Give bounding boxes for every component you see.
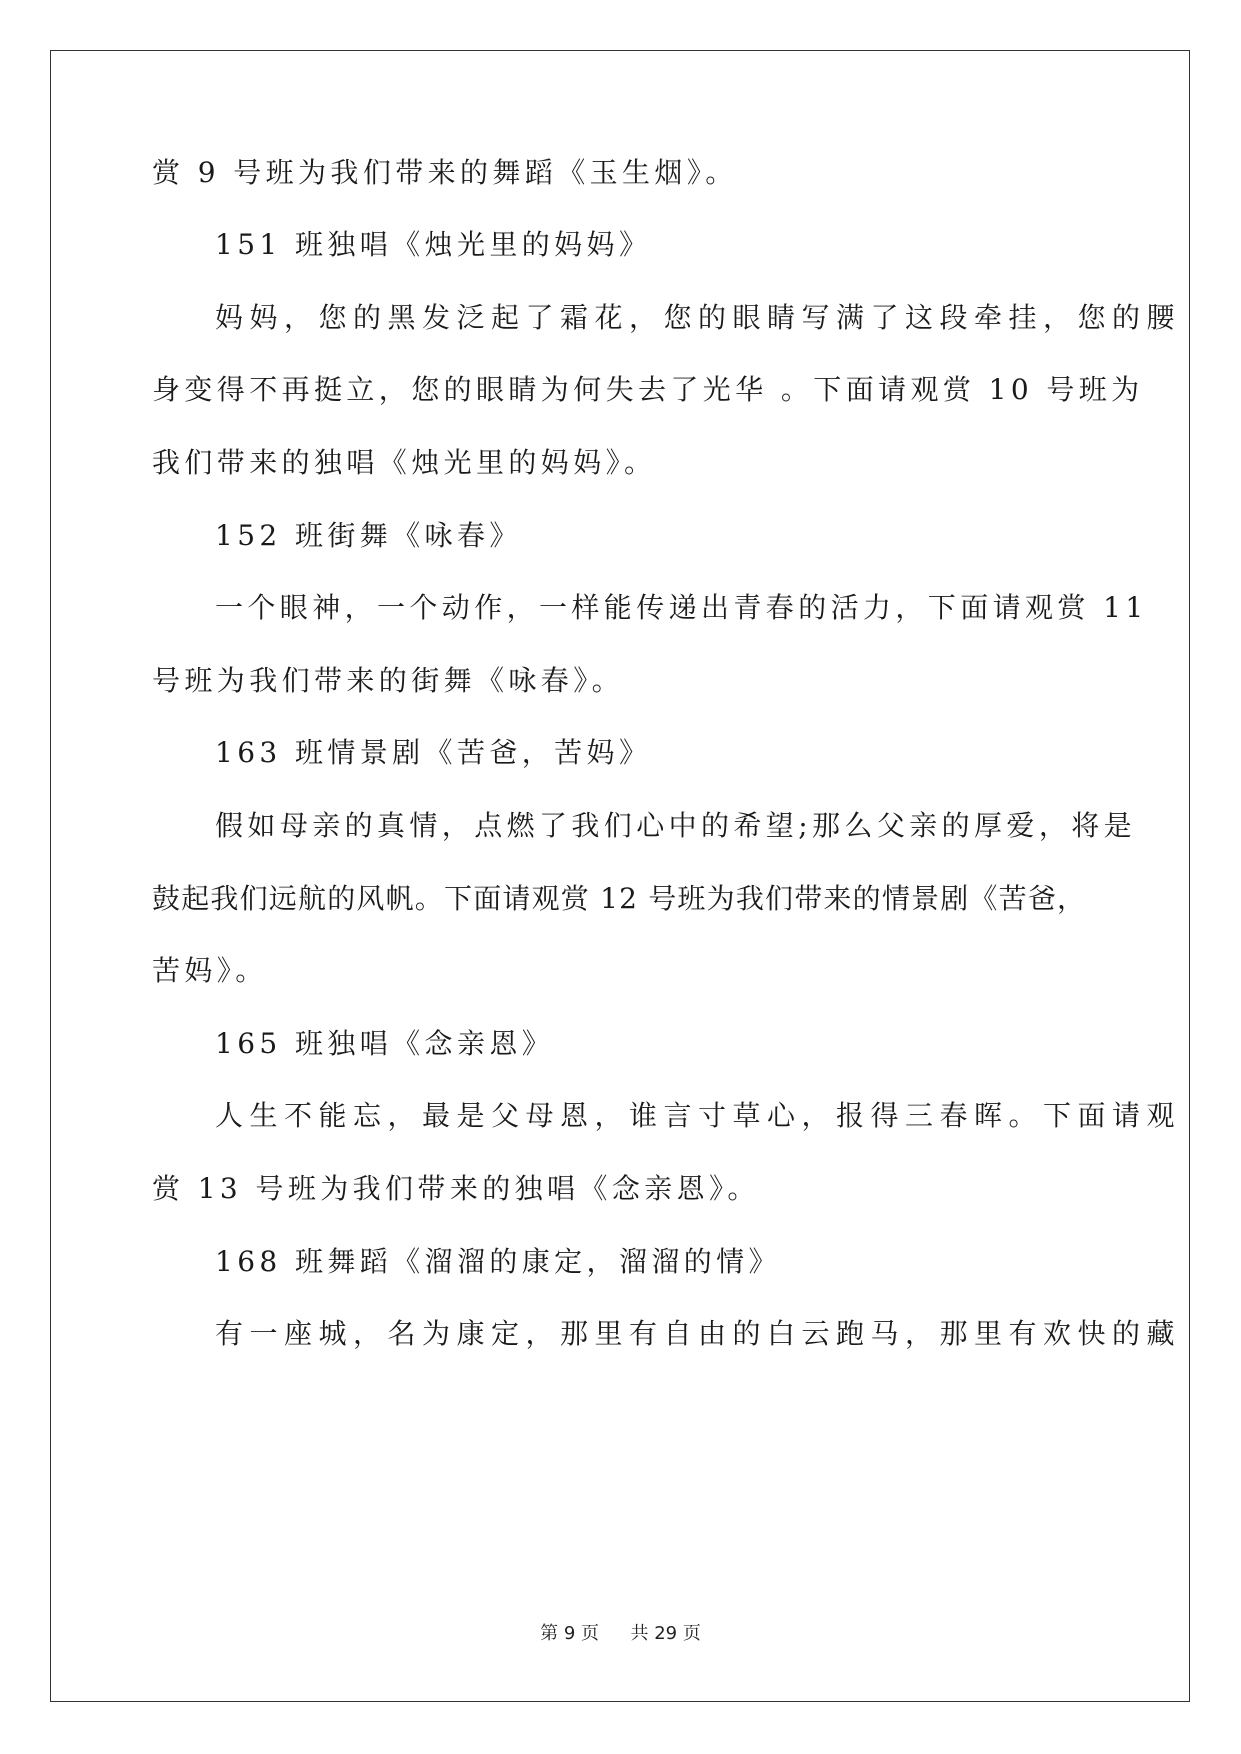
page-number-total: 共 29 页 [630,1623,701,1644]
text-line-17: 有一座城，名为康定，那里有自由的白云跑马，那里有欢快的藏 [215,1317,1182,1350]
text-line-4: 身变得不再挺立，您的眼睛为何失去了光华 。下面请观赏 10 号班为 [152,373,1144,406]
page-footer [0,1622,1241,1646]
text-line-12: 苦妈》。 [152,954,268,987]
text-line-3: 妈妈，您的黑发泛起了霜花，您的眼睛写满了这段牵挂，您的腰 [215,301,1182,334]
text-line-10: 假如母亲的真情，点燃了我们心中的希望;那么父亲的厚爱，将是 [215,809,1137,842]
text-line-14: 人生不能忘，最是父母恩，谁言寸草心，报得三春晖。下面请观 [215,1099,1182,1132]
text-line-5: 我们带来的独唱《烛光里的妈妈》。 [152,446,657,479]
program-title-163: 163 班情景剧《苦爸，苦妈》 [215,736,652,769]
page-number-current: 第 9 页 [540,1623,600,1644]
text-line-8: 号班为我们带来的街舞《咏春》。 [152,664,625,697]
text-line-15: 赏 13 号班为我们带来的独唱《念亲恩》。 [152,1172,760,1205]
program-title-168: 168 班舞蹈《溜溜的康定，溜溜的情》 [215,1245,781,1278]
text-line-1: 赏 9 号班为我们带来的舞蹈《玉生烟》。 [152,156,738,189]
program-title-152: 152 班街舞《咏春》 [215,519,522,552]
text-line-7: 一个眼神，一个动作，一样能传递出青春的活力，下面请观赏 11 [215,591,1148,624]
text-line-11: 鼓起我们远航的风帆。下面请观赏 12 号班为我们带来的情景剧《苦爸， [152,882,1087,915]
program-title-165: 165 班独唱《念亲恩》 [215,1027,555,1060]
program-title-151: 151 班独唱《烛光里的妈妈》 [215,228,652,261]
